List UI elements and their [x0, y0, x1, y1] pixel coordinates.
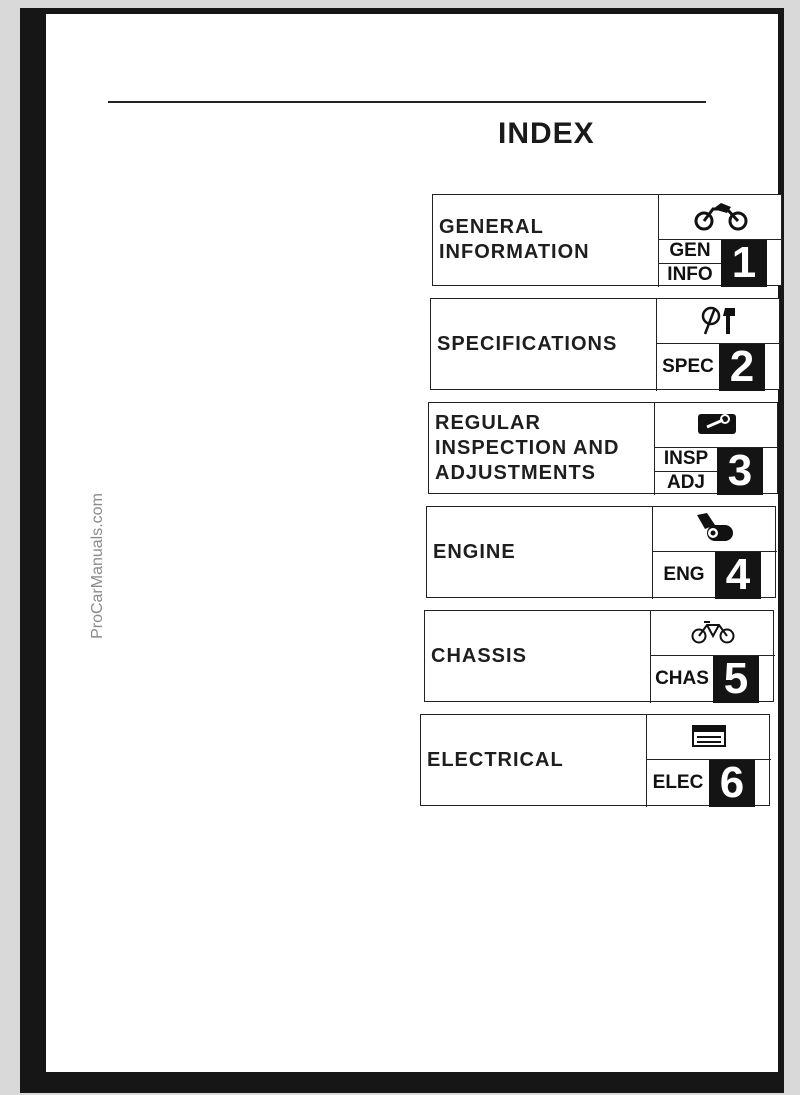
abbr-line: INFO	[659, 263, 721, 287]
manual-page	[46, 14, 778, 1072]
section-abbreviation	[657, 344, 719, 391]
battery-icon	[647, 714, 771, 760]
section-electrical[interactable]	[420, 714, 770, 806]
engine-icon	[653, 506, 777, 552]
section-tab	[646, 714, 771, 807]
section-abbreviation	[651, 656, 713, 703]
section-number: 5	[713, 656, 759, 703]
section-abbreviation	[655, 448, 717, 495]
abbr-line: GEN	[669, 240, 711, 261]
watermark-text: ProCarManuals.com	[89, 493, 106, 639]
abbr-line: ENG	[663, 564, 705, 585]
abbr-line: ADJ	[655, 471, 717, 495]
section-label: REGULAR INSPECTION AND ADJUSTMENTS	[435, 411, 620, 484]
section-number: 3	[717, 448, 763, 495]
abbr-line: SPEC	[662, 356, 714, 377]
section-number: 1	[721, 240, 767, 287]
section-tab	[654, 402, 779, 495]
chassis-bike-icon	[651, 610, 775, 656]
top-rule	[108, 101, 706, 103]
motorcycle-icon	[659, 194, 783, 240]
section-label: GENERAL INFORMATION	[439, 216, 590, 263]
wrench-box-icon	[655, 402, 779, 448]
section-general-information[interactable]	[432, 194, 782, 286]
section-tab	[658, 194, 783, 287]
section-regular-inspection[interactable]	[428, 402, 778, 494]
page-title: INDEX	[498, 117, 595, 150]
abbr-line: INSP	[663, 448, 709, 469]
section-label: CHASSIS	[431, 644, 527, 667]
section-abbreviation	[659, 240, 721, 287]
section-chassis[interactable]	[424, 610, 774, 702]
section-number: 6	[709, 760, 755, 807]
section-tab	[652, 506, 777, 599]
section-specifications[interactable]	[430, 298, 780, 390]
section-tab	[656, 298, 781, 391]
abbr-line: CHAS	[655, 668, 709, 689]
section-abbreviation	[647, 760, 709, 807]
section-abbreviation	[653, 552, 715, 599]
section-tab	[650, 610, 775, 703]
section-number: 2	[719, 344, 765, 391]
section-label: ENGINE	[433, 540, 516, 563]
section-engine[interactable]	[426, 506, 776, 598]
caliper-tools-icon	[657, 298, 781, 344]
section-number: 4	[715, 552, 761, 599]
section-label: SPECIFICATIONS	[437, 332, 618, 355]
section-label: ELECTRICAL	[427, 748, 564, 771]
abbr-line: ELEC	[652, 772, 704, 793]
